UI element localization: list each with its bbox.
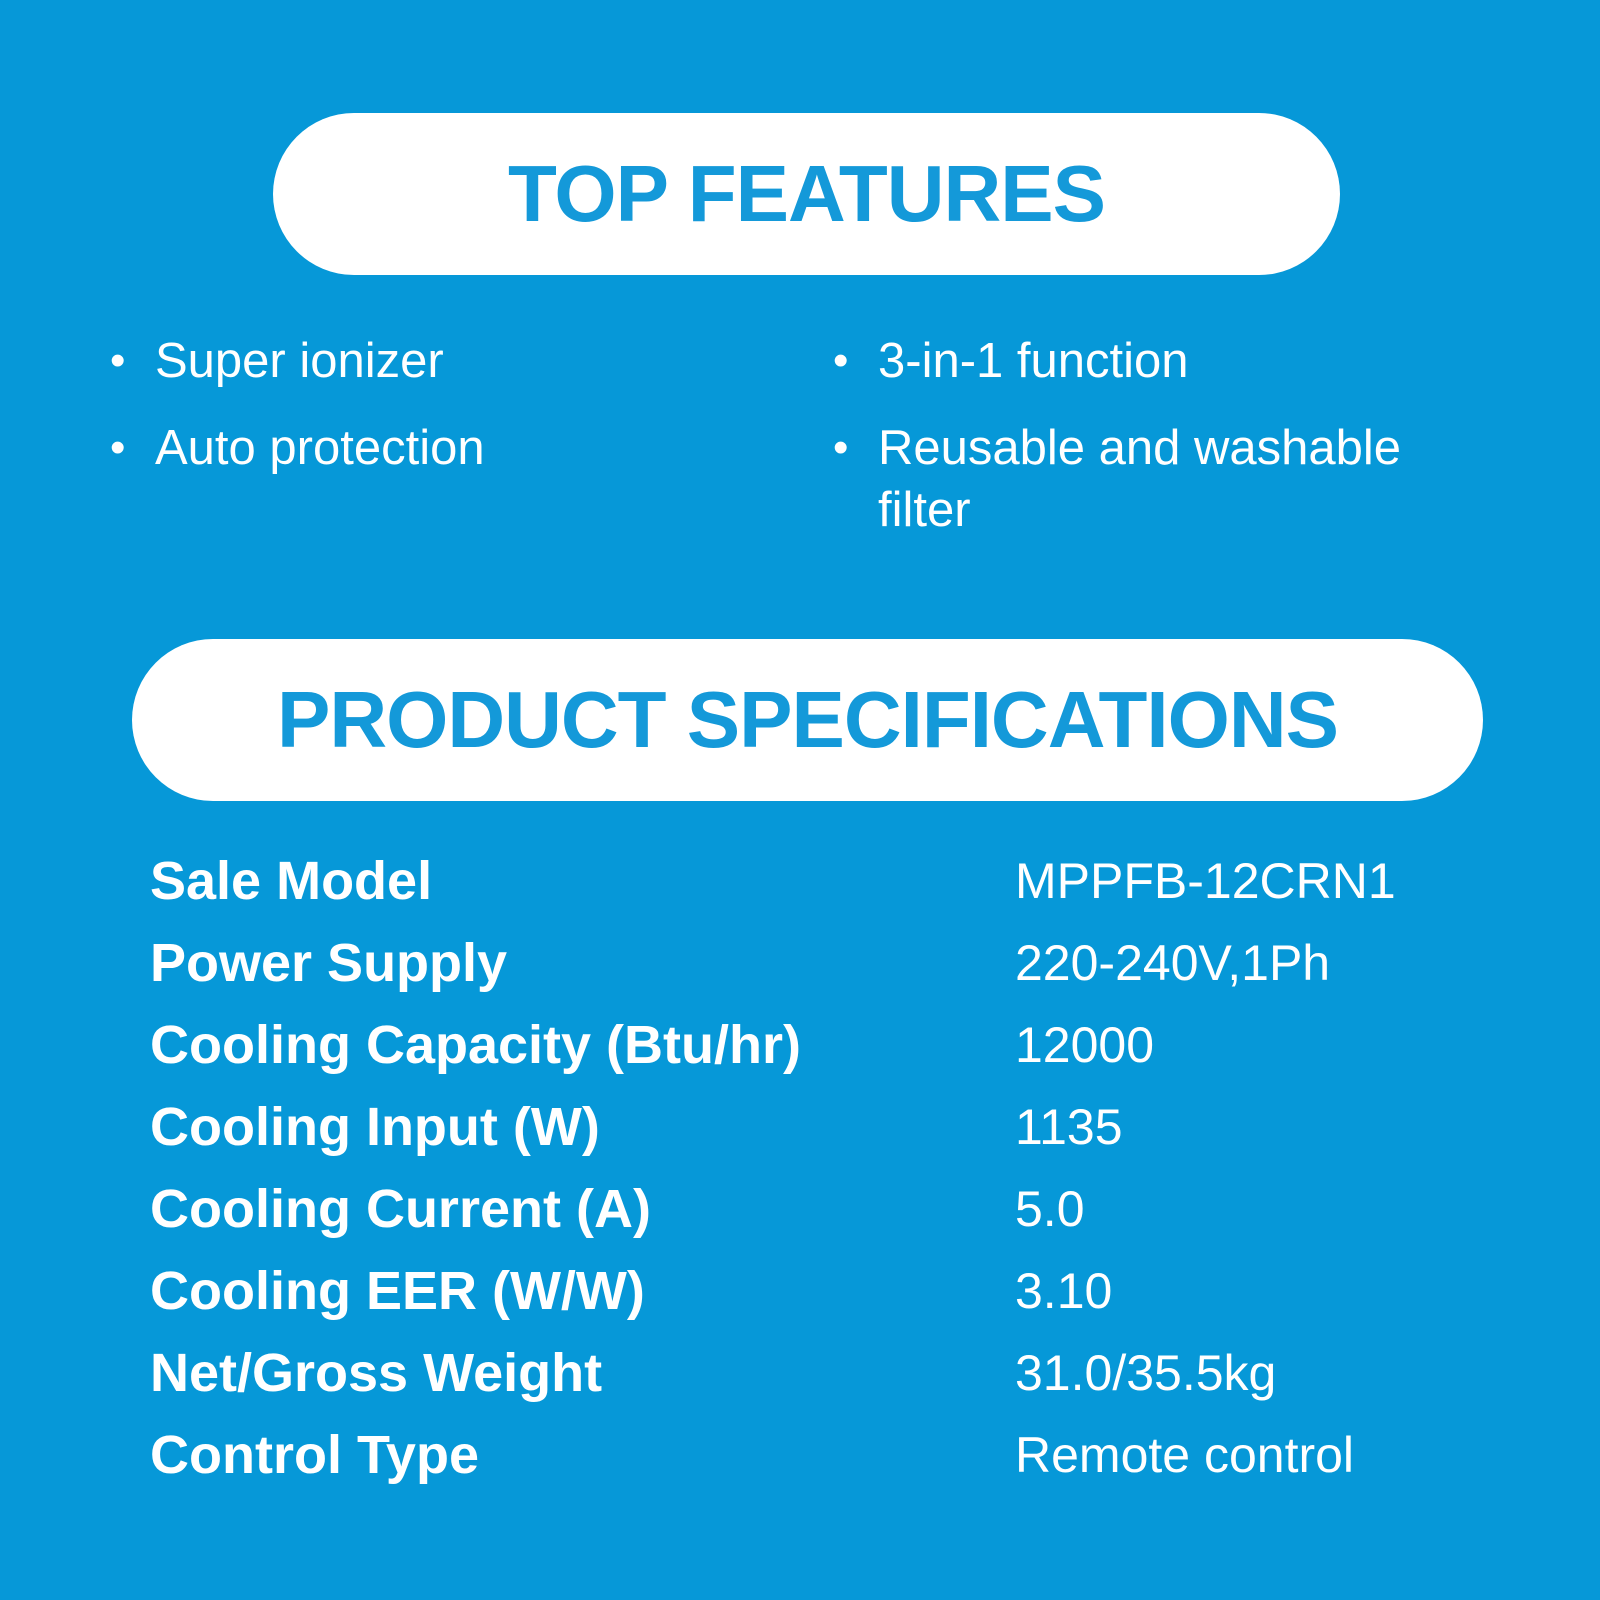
spec-value: 5.0 <box>1015 1181 1085 1237</box>
top-features-header-pill <box>273 113 1340 275</box>
top-features-title: TOP FEATURES <box>508 149 1105 238</box>
spec-value: 220-240V,1Ph <box>1015 935 1331 991</box>
spec-row-sale-model <box>150 840 1480 922</box>
feature-text: Reusable and washable filter <box>878 421 1402 537</box>
spec-label: Net/Gross Weight <box>150 1343 603 1403</box>
spec-value: 1135 <box>1015 1099 1123 1155</box>
feature-item <box>110 417 750 479</box>
spec-row-cooling-input <box>150 1086 1480 1168</box>
bullet-icon: • <box>110 423 126 472</box>
spec-row-control-type <box>150 1414 1480 1496</box>
feature-text: Auto protection <box>155 421 485 475</box>
features-column-right <box>833 330 1493 566</box>
specifications-table <box>150 840 1480 1496</box>
bullet-icon: • <box>110 336 126 385</box>
feature-text: 3-in-1 function <box>878 334 1189 388</box>
feature-item <box>833 417 1493 541</box>
spec-label: Cooling Input (W) <box>150 1097 600 1157</box>
product-specifications-title: PRODUCT SPECIFICATIONS <box>276 675 1338 764</box>
product-specifications-header-pill <box>132 639 1483 801</box>
bullet-icon: • <box>833 423 849 472</box>
spec-row-cooling-capacity <box>150 1004 1480 1086</box>
spec-value: 12000 <box>1015 1017 1155 1073</box>
spec-value: Remote control <box>1015 1427 1355 1483</box>
spec-row-cooling-current <box>150 1168 1480 1250</box>
feature-text: Super ionizer <box>155 334 444 388</box>
feature-item <box>110 330 750 392</box>
spec-label: Cooling Capacity (Btu/hr) <box>150 1015 801 1075</box>
spec-row-net-gross-weight <box>150 1332 1480 1414</box>
spec-label: Control Type <box>150 1425 479 1485</box>
features-column-left <box>110 330 750 504</box>
spec-label: Sale Model <box>150 851 433 911</box>
bullet-icon: • <box>833 336 849 385</box>
spec-row-cooling-eer <box>150 1250 1480 1332</box>
spec-label: Power Supply <box>150 933 508 993</box>
spec-label: Cooling EER (W/W) <box>150 1261 645 1321</box>
spec-row-power-supply <box>150 922 1480 1004</box>
spec-label: Cooling Current (A) <box>150 1179 651 1239</box>
spec-value: 3.10 <box>1015 1263 1113 1319</box>
spec-value: MPPFB-12CRN1 <box>1015 853 1396 909</box>
feature-item <box>833 330 1493 392</box>
spec-value: 31.0/35.5kg <box>1015 1345 1277 1401</box>
